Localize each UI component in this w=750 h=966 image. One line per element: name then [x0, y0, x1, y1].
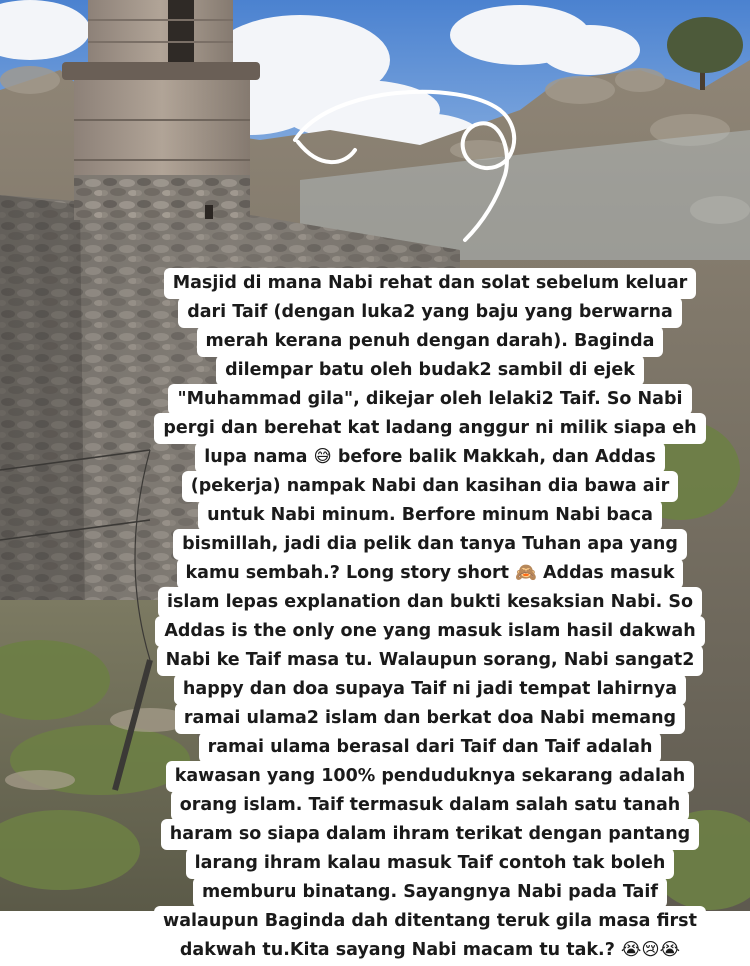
- caption-line: bismillah, jadi dia pelik dan tanya Tuhan apa yang: [173, 529, 687, 560]
- caption-line: dari Taif (dengan luka2 yang baju yang berwarna: [178, 297, 682, 328]
- caption-line: Nabi ke Taif masa tu. Walaupun sorang, Nabi sangat2: [157, 645, 704, 676]
- caption-line: orang islam. Taif termasuk dalam salah satu tanah: [171, 790, 690, 821]
- caption-line: happy dan doa supaya Taif ni jadi tempat lahirnya: [174, 674, 686, 705]
- caption-line: pergi dan berehat kat ladang anggur ni milik siapa eh: [154, 413, 705, 444]
- minaret-tower: [62, 0, 260, 220]
- caption-line: "Muhammad gila", dikejar oleh lelaki2 Taif. So Nabi: [168, 384, 691, 415]
- caption-line: haram so siapa dalam ihram terikat dengan pantang: [161, 819, 699, 850]
- caption-line: dilempar batu oleh budak2 sambil di ejek: [216, 355, 644, 386]
- caption-line: walaupun Baginda dah ditentang teruk gila masa first: [154, 906, 706, 937]
- caption-line: merah kerana penuh dengan darah). Baginda: [197, 326, 664, 357]
- caption-line: ramai ulama2 islam dan berkat doa Nabi memang: [175, 703, 685, 734]
- caption-line: (pekerja) nampak Nabi dan kasihan dia bawa air: [182, 471, 678, 502]
- caption-line: dakwah tu.Kita sayang Nabi macam tu tak.? 😭😢😭: [171, 935, 689, 966]
- caption-line: ramai ulama berasal dari Taif dan Taif adalah: [199, 732, 662, 763]
- caption-line: kamu sembah.? Long story short 🙈 Addas masuk: [177, 558, 684, 589]
- story-caption: [140, 270, 720, 966]
- caption-line: kawasan yang 100% penduduknya sekarang adalah: [166, 761, 695, 792]
- caption-line: memburu binatang. Sayangnya Nabi pada Taif: [193, 877, 667, 908]
- caption-line: islam lepas explanation dan bukti kesaksian Nabi. So: [158, 587, 702, 618]
- caption-line: lupa nama 😅 before balik Makkah, dan Addas: [195, 442, 665, 473]
- caption-line: larang ihram kalau masuk Taif contoh tak boleh: [186, 848, 675, 879]
- caption-line: Addas is the only one yang masuk islam hasil dakwah: [155, 616, 704, 647]
- caption-line: untuk Nabi minum. Berfore minum Nabi baca: [198, 500, 662, 531]
- caption-line: Masjid di mana Nabi rehat dan solat sebelum keluar: [164, 268, 697, 299]
